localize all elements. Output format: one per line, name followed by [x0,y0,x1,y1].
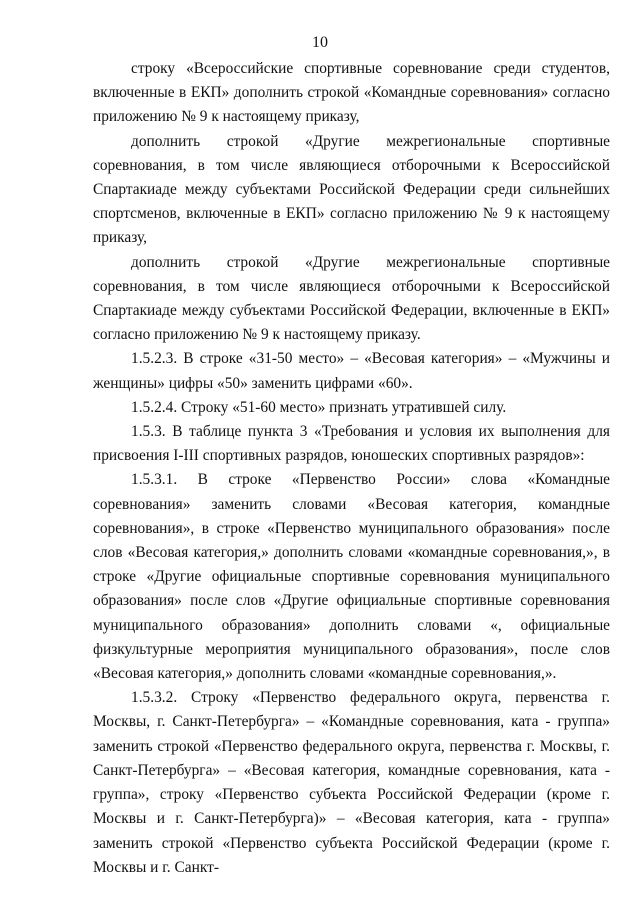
page-number: 10 [312,34,328,51]
document-body [93,57,610,880]
paragraph: 1.5.3. В таблице пункта 3 «Требования и условия их выполнения для присвоения I-III спортивных разрядов, юношеских спортивных разрядов»: [93,423,610,465]
paragraph: строку «Всероссийские спортивные соревнование среди студентов, включенные в ЕКП» дополнить строкой «Командные соревнования» согласно приложению № 9 к настоящему приказу, [93,60,610,126]
paragraph: 1.5.2.3. В строке «31-50 место» – «Весовая категория» – «Мужчины и женщины» цифры «50» заменить цифрами «60». [93,350,610,392]
paragraph: дополнить строкой «Другие межрегиональные спортивные соревнования, в том числе являющиеся отборочными к Всероссийской Спартакиаде между субъектами Российской Федерации среди сильнейших спортсменов, включенные в ЕКП» согласно приложению № 9 к настоящему приказу, [93,132,610,247]
paragraph: 1.5.3.2. Строку «Первенство федерального округа, первенства г. Москвы, г. Санкт-Петербурга» – «Командные соревнования, ката - группа» заменить строкой «Первенство федерального округа, первенства г. Москвы, г. Санкт-Петербурга» – «Весовая категория, командные соревнования, ката - группа», строку «Первенство субъекта Российской Федерации (кроме г. Москвы и г. Санкт-Петербурга)» – «Весовая категория, ката - группа» заменить строкой «Первенство субъекта Российской Федерации (кроме г. Москвы и г. Санкт- [93,689,610,876]
paragraph: 1.5.3.1. В строке «Первенство России» слова «Командные соревнования» заменить словами «Весовая категория, командные соревнования», в строке «Первенство муниципального образования» после слов «Весовая категория,» дополнить словами «командные соревнования,», в строке «Другие официальные спортивные соревнования муниципального образования» после слов «Другие официальные спортивные соревнования муниципального образования» дополнить словами «, официальные физкультурные мероприятия муниципального образования», после слов «Весовая категория,» дополнить словами «командные соревнования,». [93,471,610,683]
paragraph: дополнить строкой «Другие межрегиональные спортивные соревнования, в том числе являющиеся отборочными к Всероссийской Спартакиаде между субъектами Российской Федерации, включенные в ЕКП» согласно приложению № 9 к настоящему приказу. [93,253,610,344]
paragraph: 1.5.2.4. Строку «51-60 место» признать утратившей силу. [131,398,507,416]
